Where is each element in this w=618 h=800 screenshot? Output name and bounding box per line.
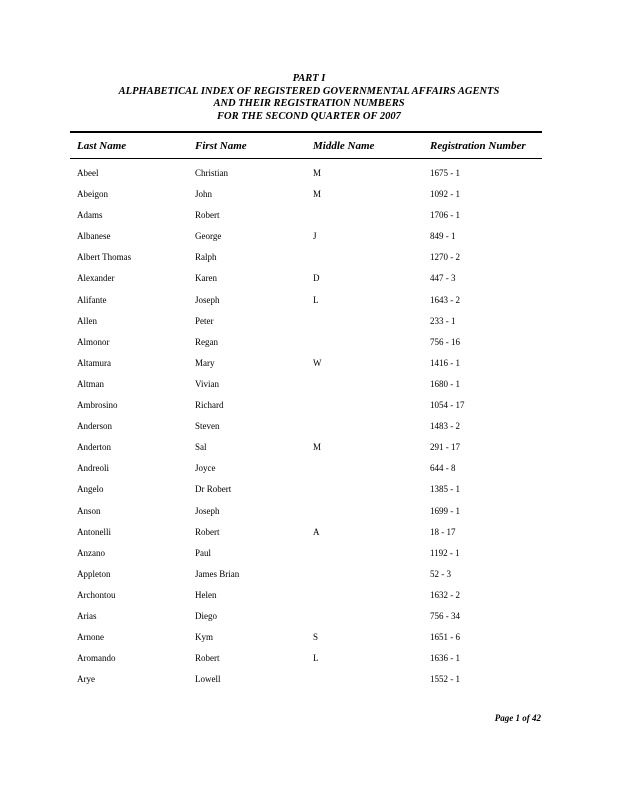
cell-registration-number: 756 - 34 (430, 610, 460, 621)
cell-first-name: Paul (195, 547, 212, 558)
cell-first-name: Kym (195, 632, 213, 643)
cell-registration-number: 233 - 1 (430, 315, 456, 326)
table-top-rule (70, 131, 542, 133)
table-row (0, 505, 618, 526)
cell-first-name: Christian (195, 168, 228, 178)
cell-registration-number: 849 - 1 (430, 231, 456, 242)
cell-last-name: Altman (77, 378, 104, 389)
cell-last-name: Arnone (77, 632, 104, 643)
cell-first-name: Vivian (195, 378, 219, 389)
cell-registration-number: 18 - 17 (430, 526, 456, 537)
cell-last-name: Andreoli (77, 463, 109, 474)
cell-last-name: Archontou (77, 589, 116, 600)
cell-registration-number: 447 - 3 (430, 273, 456, 284)
cell-registration-number: 1416 - 1 (430, 357, 460, 368)
table-row (0, 568, 618, 589)
table-row (0, 209, 618, 230)
table-row (0, 589, 618, 610)
table-row (0, 652, 618, 673)
table-row (0, 483, 618, 504)
cell-last-name: Alexander (77, 273, 115, 284)
cell-first-name: Karen (195, 273, 217, 284)
cell-registration-number: 1054 - 17 (430, 400, 465, 411)
title-part: PART I (292, 73, 326, 84)
table-row (0, 441, 618, 462)
cell-registration-number: 1675 - 1 (430, 168, 460, 178)
cell-first-name: Lowell (195, 674, 221, 685)
cell-first-name: Joseph (195, 294, 220, 305)
cell-first-name: Steven (195, 421, 220, 432)
table-header-rule (70, 158, 542, 159)
cell-last-name: Anderton (77, 442, 111, 453)
cell-last-name: Albanese (77, 231, 111, 242)
cell-middle-name: L (313, 294, 319, 305)
cell-last-name: Abeigon (77, 189, 108, 200)
header-registration-number: Registration Number (430, 140, 526, 152)
cell-last-name: Anzano (77, 547, 105, 558)
cell-last-name: Allen (77, 315, 97, 326)
cell-last-name: Angelo (77, 484, 104, 495)
table-row (0, 420, 618, 441)
table-row (0, 610, 618, 631)
cell-registration-number: 1632 - 2 (430, 589, 460, 600)
cell-registration-number: 1636 - 1 (430, 653, 460, 664)
cell-registration-number: 756 - 16 (430, 336, 460, 347)
cell-registration-number: 1552 - 1 (430, 674, 460, 685)
cell-last-name: Arye (77, 674, 95, 685)
table-row (0, 188, 618, 209)
cell-first-name: Mary (195, 357, 215, 368)
table-row (0, 526, 618, 547)
cell-last-name: Altamura (77, 357, 111, 368)
cell-first-name: Helen (195, 589, 217, 600)
cell-middle-name: M (313, 168, 322, 178)
cell-middle-name: D (313, 273, 320, 284)
cell-middle-name: L (313, 653, 319, 664)
table-row (0, 230, 618, 251)
cell-middle-name: J (313, 231, 317, 242)
table-row (0, 251, 618, 272)
cell-first-name: James Brian (195, 568, 240, 579)
table-row (0, 272, 618, 293)
cell-registration-number: 1699 - 1 (430, 505, 460, 516)
cell-registration-number: 1706 - 1 (430, 210, 460, 221)
table-row (0, 357, 618, 378)
cell-last-name: Anson (77, 505, 101, 516)
cell-registration-number: 1385 - 1 (430, 484, 460, 495)
cell-registration-number: 644 - 8 (430, 463, 456, 474)
cell-last-name: Anderson (77, 421, 112, 432)
title-quarter: FOR THE SECOND QUARTER OF 2007 (217, 110, 401, 122)
cell-last-name: Aromando (77, 653, 116, 664)
table-row (0, 336, 618, 357)
cell-middle-name: S (313, 632, 319, 643)
cell-middle-name: A (313, 526, 320, 537)
cell-first-name: Robert (195, 653, 220, 664)
title-index: ALPHABETICAL INDEX OF REGISTERED GOVERNMENTAL AFFAIRS AGENTS (118, 85, 500, 97)
document-title (0, 73, 618, 123)
table-row (0, 378, 618, 399)
cell-registration-number: 1483 - 2 (430, 421, 460, 432)
table-row (0, 673, 618, 694)
cell-registration-number: 291 - 17 (430, 442, 460, 453)
table-row (0, 167, 618, 188)
cell-registration-number: 52 - 3 (430, 568, 451, 579)
cell-last-name: Abeel (77, 168, 99, 178)
cell-registration-number: 1092 - 1 (430, 189, 460, 200)
cell-first-name: Joyce (195, 463, 216, 474)
cell-first-name: Robert (195, 210, 220, 221)
cell-last-name: Almonor (77, 336, 110, 347)
cell-last-name: Antonelli (77, 526, 111, 537)
table-body (0, 167, 618, 694)
cell-registration-number: 1270 - 2 (430, 252, 460, 263)
table-header (0, 140, 618, 154)
cell-first-name: Robert (195, 526, 220, 537)
cell-last-name: Appleton (77, 568, 111, 579)
cell-last-name: Albert Thomas (77, 252, 132, 263)
cell-registration-number: 1192 - 1 (430, 547, 460, 558)
cell-last-name: Arias (77, 610, 97, 621)
cell-last-name: Adams (77, 210, 103, 221)
table-row (0, 631, 618, 652)
cell-first-name: Richard (195, 400, 224, 411)
cell-registration-number: 1651 - 6 (430, 632, 460, 643)
cell-middle-name: M (313, 189, 322, 200)
cell-middle-name: W (313, 357, 322, 368)
page-number: Page 1 of 42 (494, 713, 541, 723)
table-row (0, 294, 618, 315)
cell-registration-number: 1643 - 2 (430, 294, 460, 305)
cell-last-name: Alifante (77, 294, 107, 305)
cell-first-name: Peter (195, 315, 214, 326)
cell-middle-name: M (313, 442, 322, 453)
header-first-name: First Name (195, 140, 247, 152)
cell-first-name: George (195, 231, 222, 242)
cell-first-name: Ralph (195, 252, 217, 263)
cell-first-name: Sal (195, 442, 207, 453)
cell-first-name: Joseph (195, 505, 220, 516)
cell-first-name: Dr Robert (195, 484, 232, 495)
cell-last-name: Ambrosino (77, 400, 118, 411)
cell-first-name: Regan (195, 336, 218, 347)
header-last-name: Last Name (77, 140, 127, 152)
table-row (0, 399, 618, 420)
cell-first-name: John (195, 189, 213, 200)
table-row (0, 462, 618, 483)
table-row (0, 547, 618, 568)
cell-registration-number: 1680 - 1 (430, 378, 460, 389)
cell-first-name: Diego (195, 610, 217, 621)
title-registration: AND THEIR REGISTRATION NUMBERS (213, 98, 405, 109)
table-row (0, 315, 618, 336)
header-middle-name: Middle Name (313, 140, 375, 152)
